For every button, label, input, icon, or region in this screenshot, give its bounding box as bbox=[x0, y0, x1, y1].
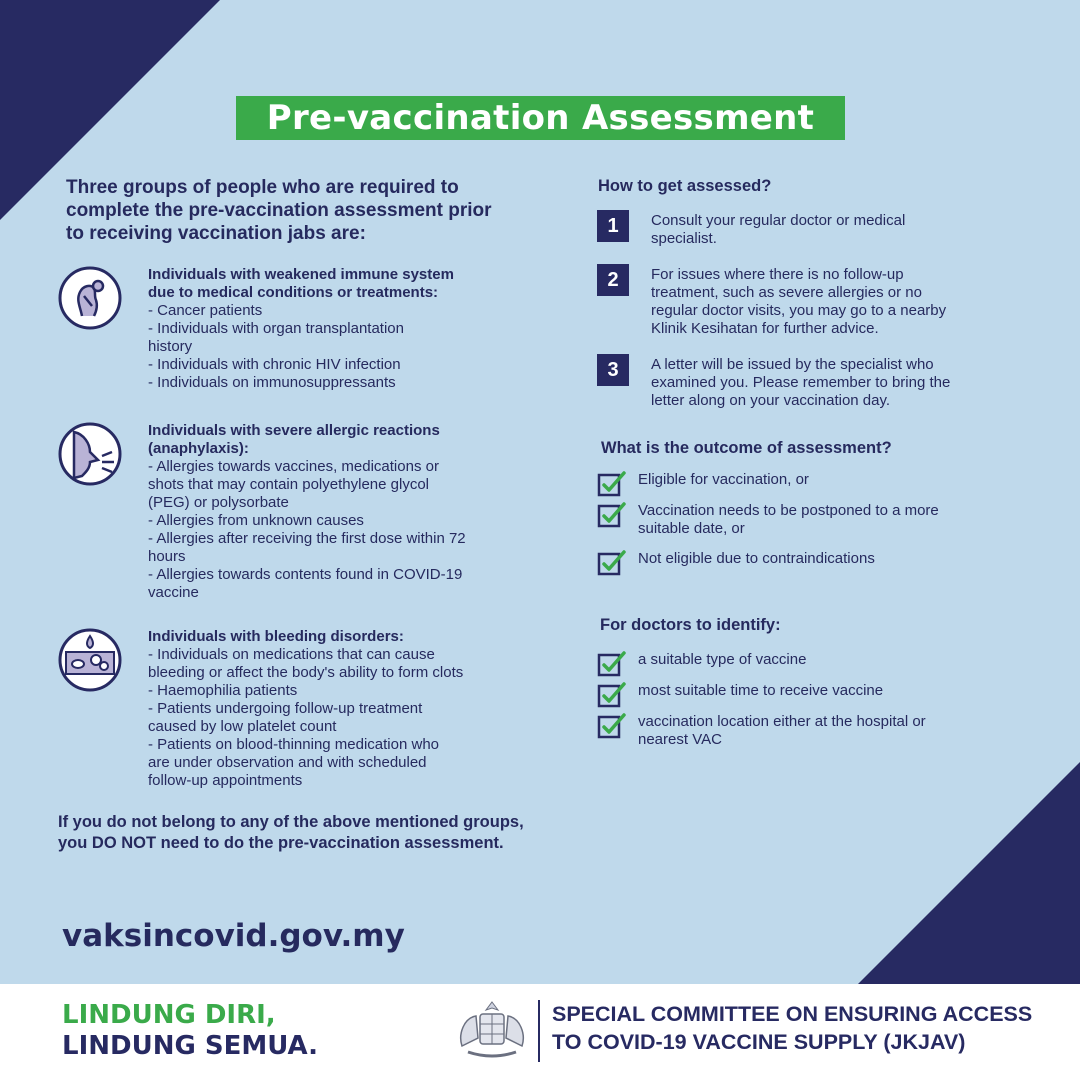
allergy-sneeze-icon bbox=[58, 422, 122, 486]
checkbox-check-icon bbox=[597, 651, 627, 677]
doctors-heading: For doctors to identify: bbox=[600, 616, 781, 634]
group-item-line: bleeding or affect the body's ability to form clots bbox=[148, 664, 464, 681]
step-line: specialist. bbox=[651, 230, 717, 247]
outcome-line: suitable date, or bbox=[638, 520, 745, 537]
group-title-line: Individuals with bleeding disorders: bbox=[148, 628, 404, 645]
outcome-heading: What is the outcome of assessment? bbox=[601, 439, 892, 457]
group-title-line: (anaphylaxis): bbox=[148, 440, 249, 457]
checkbox-check-icon bbox=[597, 471, 627, 497]
group-title-line: due to medical conditions or treatments: bbox=[148, 284, 439, 301]
step-number: 1 bbox=[597, 210, 629, 242]
note-line: you DO NOT need to do the pre-vaccination assessment. bbox=[58, 834, 504, 852]
group-title-line: Individuals with severe allergic reactions bbox=[148, 422, 440, 439]
group-item-line: - Individuals on immunosuppressants bbox=[148, 374, 396, 391]
doctors-line: nearest VAC bbox=[638, 731, 722, 748]
intro-line: complete the pre-vaccination assessment prior bbox=[66, 200, 492, 221]
group-item-line: follow-up appointments bbox=[148, 772, 303, 789]
slogan-line-1: LINDUNG DIRI, bbox=[62, 1000, 276, 1030]
outcome-line: Not eligible due to contraindications bbox=[638, 550, 875, 567]
immune-system-icon bbox=[58, 266, 122, 330]
outcome-line: Eligible for vaccination, or bbox=[638, 471, 809, 488]
committee-line-2: TO COVID-19 VACCINE SUPPLY (JKJAV) bbox=[552, 1030, 966, 1054]
group-text bbox=[148, 422, 518, 602]
step-line: For issues where there is no follow-up bbox=[651, 266, 904, 283]
checkbox-check-icon bbox=[597, 550, 627, 576]
step-line: Klinik Kesihatan for further advice. bbox=[651, 320, 879, 337]
step-text bbox=[651, 266, 996, 338]
outcome-text bbox=[638, 502, 998, 538]
step-text bbox=[651, 212, 996, 248]
step-line: treatment, such as severe allergies or no bbox=[651, 284, 922, 301]
step-number: 3 bbox=[597, 354, 629, 386]
step-line: A letter will be issued by the specialist who bbox=[651, 356, 934, 373]
doctors-line: most suitable time to receive vaccine bbox=[638, 682, 884, 699]
doctors-text bbox=[638, 651, 998, 669]
page-title: Pre-vaccination Assessment bbox=[236, 96, 845, 140]
blood-cells-icon bbox=[58, 628, 122, 692]
group-item-line: - Individuals with chronic HIV infection bbox=[148, 356, 401, 373]
outcome-text bbox=[638, 550, 998, 568]
group-item-line: - Individuals on medications that can cause bbox=[148, 646, 435, 663]
slogan-line-2: LINDUNG SEMUA. bbox=[62, 1031, 319, 1061]
outcome-text bbox=[638, 471, 998, 489]
group-item-line: - Allergies towards vaccines, medications or bbox=[148, 458, 439, 475]
website-link[interactable]: vaksincovid.gov.my bbox=[62, 918, 405, 954]
group-item-line: shots that may contain polyethylene glycol bbox=[148, 476, 429, 493]
outcome-line: Vaccination needs to be postponed to a more bbox=[638, 502, 939, 519]
group-item-line: - Cancer patients bbox=[148, 302, 263, 319]
group-item-line: - Patients undergoing follow-up treatment bbox=[148, 700, 423, 717]
group-title-line: Individuals with weakened immune system bbox=[148, 266, 454, 283]
intro-line: Three groups of people who are required to bbox=[66, 177, 459, 198]
footer-divider bbox=[538, 1000, 540, 1062]
how-heading: How to get assessed? bbox=[598, 177, 772, 195]
group-item-line: hours bbox=[148, 548, 186, 565]
group-item-line: - Haemophilia patients bbox=[148, 682, 298, 699]
step-text bbox=[651, 356, 996, 410]
step-line: regular doctor visits, you may go to a nearby bbox=[651, 302, 947, 319]
note-line: If you do not belong to any of the above mentioned groups, bbox=[58, 813, 524, 831]
group-item-line: vaccine bbox=[148, 584, 199, 601]
committee-line-1: SPECIAL COMMITTEE ON ENSURING ACCESS bbox=[552, 1002, 1033, 1026]
committee-name bbox=[552, 1000, 1072, 1056]
checkbox-check-icon bbox=[597, 713, 627, 739]
doctors-line: vaccination location either at the hospital or bbox=[638, 713, 926, 730]
group-item-line: caused by low platelet count bbox=[148, 718, 337, 735]
group-text bbox=[148, 266, 518, 392]
group-item-line: - Allergies after receiving the first dose within 72 bbox=[148, 530, 466, 547]
group-text bbox=[148, 628, 518, 790]
malaysia-coat-of-arms-icon bbox=[454, 998, 530, 1064]
group-item-line: - Allergies from unknown causes bbox=[148, 512, 364, 529]
step-number: 2 bbox=[597, 264, 629, 296]
step-line: Consult your regular doctor or medical bbox=[651, 212, 906, 229]
footer-bar bbox=[0, 984, 1080, 1080]
corner-triangle-bottom-right bbox=[858, 762, 1080, 984]
checkbox-check-icon bbox=[597, 502, 627, 528]
doctors-text bbox=[638, 682, 998, 700]
doctors-text bbox=[638, 713, 998, 749]
group-item-line: are under observation and with scheduled bbox=[148, 754, 427, 771]
step-line: examined you. Please remember to bring the bbox=[651, 374, 951, 391]
checkbox-check-icon bbox=[597, 682, 627, 708]
group-item-line: - Patients on blood-thinning medication who bbox=[148, 736, 440, 753]
slogan bbox=[62, 1000, 318, 1062]
step-line: letter along on your vaccination day. bbox=[651, 392, 891, 409]
group-item-line: - Individuals with organ transplantation bbox=[148, 320, 404, 337]
group-item-line: (PEG) or polysorbate bbox=[148, 494, 289, 511]
intro-text bbox=[66, 176, 546, 245]
exemption-note bbox=[58, 812, 588, 854]
doctors-line: a suitable type of vaccine bbox=[638, 651, 807, 668]
group-item-line: - Allergies towards contents found in COVID-19 bbox=[148, 566, 463, 583]
intro-line: to receiving vaccination jabs are: bbox=[66, 223, 366, 244]
group-item-line: history bbox=[148, 338, 193, 355]
